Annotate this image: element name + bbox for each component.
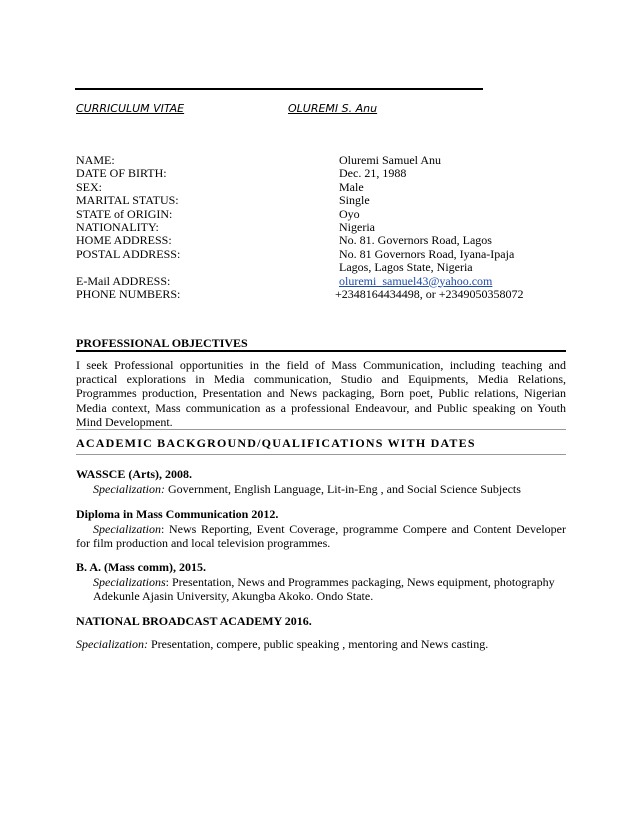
- info-label: HOME ADDRESS:: [76, 233, 172, 248]
- qualification-entry: [76, 614, 566, 651]
- info-value: No. 81 Governors Road, Iyana-Ipaja: [339, 246, 515, 261]
- cv-title: CURRICULUM VITAE: [76, 102, 185, 115]
- specialization-text: Government, English Language, Lit-in-Eng , and Social Science Subjects: [165, 481, 521, 496]
- objectives-text: I seek Professional opportunities in the field of Mass Communication, including teaching and practical explorations in Media communication, Studio and Equipments, Media Relations, Programmes production, Presentation and News packaging, Born poet, Public relations, Nigerian Media context, Mass communication as a professional Endeavour, and Public speaking on Youth Mind Development.: [76, 358, 566, 429]
- specialization-label: Specializations: [93, 574, 166, 589]
- info-label: POSTAL ADDRESS:: [76, 246, 181, 261]
- academic-heading: ACADEMIC BACKGROUND/QUALIFICATIONS WITH DATES: [76, 436, 476, 450]
- info-label: SEX:: [76, 179, 103, 194]
- objectives-rule: [76, 350, 566, 352]
- qualification-specialization: [76, 575, 566, 590]
- info-value: Lagos, Lagos State, Nigeria: [339, 260, 473, 275]
- info-row: [76, 288, 566, 301]
- info-value: Male: [339, 179, 364, 194]
- info-row: [76, 154, 566, 167]
- qualification-title: NATIONAL BROADCAST ACADEMY 2016.: [76, 614, 312, 628]
- personal-info: [76, 154, 566, 301]
- info-row: [76, 261, 566, 274]
- info-value: +2348164434498, or +2349050358072: [335, 286, 524, 301]
- qualification-institution: Adekunle Ajasin University, Akungba Akoko. Ondo State.: [93, 589, 374, 603]
- info-value: Oyo: [339, 206, 360, 221]
- qualification-title: WASSCE (Arts), 2008.: [76, 467, 193, 481]
- info-value: Dec. 21, 1988: [339, 166, 407, 181]
- cv-name-header: OLUREMI S. Anu: [288, 102, 378, 115]
- info-value: Nigeria: [339, 219, 375, 234]
- specialization-text: Presentation, compere, public speaking , mentoring and News casting.: [148, 636, 489, 651]
- qualification-entry: [76, 467, 566, 496]
- info-row: [76, 248, 566, 261]
- info-label: NATIONALITY:: [76, 219, 159, 234]
- info-label: PHONE NUMBERS:: [76, 286, 181, 301]
- specialization-label: Specialization:: [93, 481, 165, 496]
- info-value: No. 81. Governors Road, Lagos: [339, 233, 492, 248]
- specialization-text: : Presentation, News and Programmes packaging, News equipment, photography: [165, 574, 555, 589]
- info-label: MARITAL STATUS:: [76, 193, 179, 208]
- academic-top-rule: [76, 429, 566, 430]
- qualification-entry: [76, 507, 566, 551]
- specialization-label: Specialization:: [76, 636, 148, 651]
- info-row: [76, 275, 566, 288]
- top-rule: [75, 88, 483, 90]
- qualification-title: Diploma in Mass Communication 2012.: [76, 507, 279, 521]
- info-row: [76, 194, 566, 207]
- info-row: [76, 167, 566, 180]
- info-row: [76, 221, 566, 234]
- qualification-specialization: [76, 637, 566, 652]
- specialization-text: : News Reporting, Event Coverage, programme Compere and Content Developer for film production and local television programmes.: [76, 521, 566, 550]
- qualification-specialization: [76, 482, 566, 497]
- info-label: E-Mail ADDRESS:: [76, 273, 171, 288]
- info-label: DATE OF BIRTH:: [76, 166, 167, 181]
- info-row: [76, 208, 566, 221]
- specialization-label: Specialization: [93, 521, 161, 536]
- info-value: Single: [339, 193, 370, 208]
- qualification-specialization: [76, 522, 566, 551]
- info-label: STATE of ORIGIN:: [76, 206, 173, 221]
- qualification-title: B. A. (Mass comm), 2015.: [76, 560, 206, 574]
- info-value: Oluremi Samuel Anu: [339, 153, 441, 167]
- objectives-heading: PROFESSIONAL OBJECTIVES: [76, 336, 248, 350]
- info-row: [76, 181, 566, 194]
- qualification-entry: [76, 560, 566, 604]
- info-label: NAME:: [76, 153, 115, 167]
- academic-bottom-rule: [76, 454, 566, 455]
- info-row: [76, 234, 566, 247]
- email-link[interactable]: oluremi_samuel43@yahoo.com: [339, 273, 493, 288]
